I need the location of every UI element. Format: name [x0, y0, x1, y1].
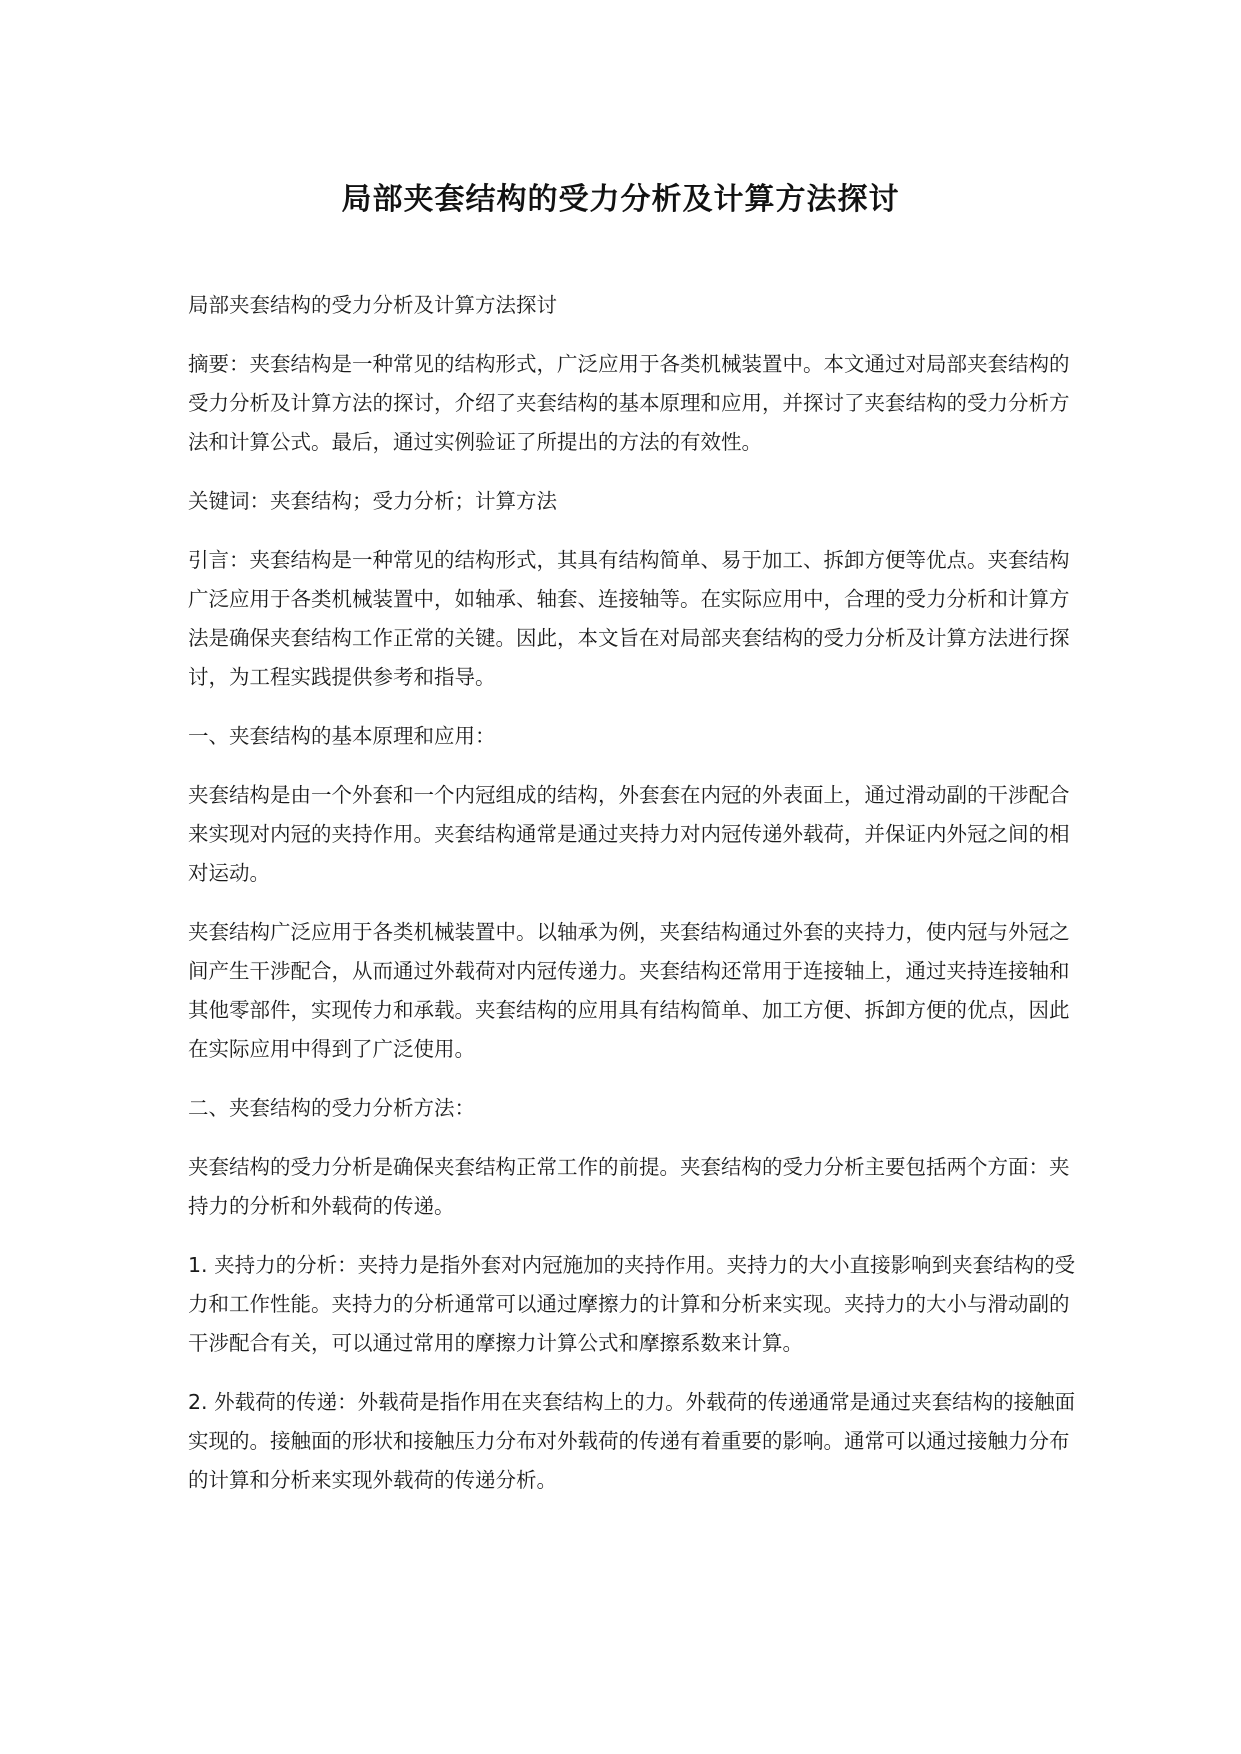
abstract-paragraph: 摘要：夹套结构是一种常见的结构形式，广泛应用于各类机械装置中。本文通过对局部夹套结构的受力分析及计算方法的探讨，介绍了夹套结构的基本原理和应用，并探讨了夹套结构的受力分析方法和计算公式。最后，通过实例验证了所提出的方法的有效性。 [188, 352, 1070, 454]
section-1-paragraph-1: 夹套结构是由一个外套和一个内冠组成的结构，外套套在内冠的外表面上，通过滑动副的干涉配合来实现对内冠的夹持作用。夹套结构通常是通过夹持力对内冠传递外载荷，并保证内外冠之间的相对运动。 [188, 783, 1070, 885]
section-1-paragraph-2: 夹套结构广泛应用于各类机械装置中。以轴承为例，夹套结构通过外套的夹持力，使内冠与外冠之间产生干涉配合，从而通过外载荷对内冠传递力。夹套结构还常用于连接轴上，通过夹持连接轴和其他零部件，实现传力和承载。夹套结构的应用具有结构简单、加工方便、拆卸方便的优点，因此在实际应用中得到了广泛使用。 [188, 920, 1070, 1061]
introduction-paragraph: 引言：夹套结构是一种常见的结构形式，其具有结构简单、易于加工、拆卸方便等优点。夹套结构广泛应用于各类机械装置中，如轴承、轴套、连接轴等。在实际应用中，合理的受力分析和计算方法是确保夹套结构工作正常的关键。因此，本文旨在对局部夹套结构的受力分析及计算方法进行探讨，为工程实践提供参考和指导。 [188, 548, 1070, 689]
document-body [188, 286, 1088, 1520]
subtitle-paragraph: 局部夹套结构的受力分析及计算方法探讨 [188, 293, 557, 317]
section-2-paragraph-1: 夹套结构的受力分析是确保夹套结构正常工作的前提。夹套结构的受力分析主要包括两个方面：夹持力的分析和外载荷的传递。 [188, 1155, 1070, 1218]
external-load-paragraph: 2. 外载荷的传递：外载荷是指作用在夹套结构上的力。外载荷的传递通常是通过夹套结构的接触面实现的。接触面的形状和接触压力分布对外载荷的传递有着重要的影响。通常可以通过接触力分布的计算和分析来实现外载荷的传递分析。 [188, 1390, 1076, 1492]
document-title: 局部夹套结构的受力分析及计算方法探讨 [341, 182, 900, 217]
section-1-heading: 一、夹套结构的基本原理和应用： [188, 724, 496, 748]
keywords-paragraph: 关键词：夹套结构；受力分析；计算方法 [188, 489, 557, 513]
clamping-force-paragraph: 1. 夹持力的分析：夹持力是指外套对内冠施加的夹持作用。夹持力的大小直接影响到夹套结构的受力和工作性能。夹持力的分析通常可以通过摩擦力的计算和分析来实现。夹持力的大小与滑动副的干涉配合有关，可以通过常用的摩擦力计算公式和摩擦系数来计算。 [188, 1253, 1076, 1355]
section-2-heading: 二、夹套结构的受力分析方法： [188, 1096, 475, 1120]
